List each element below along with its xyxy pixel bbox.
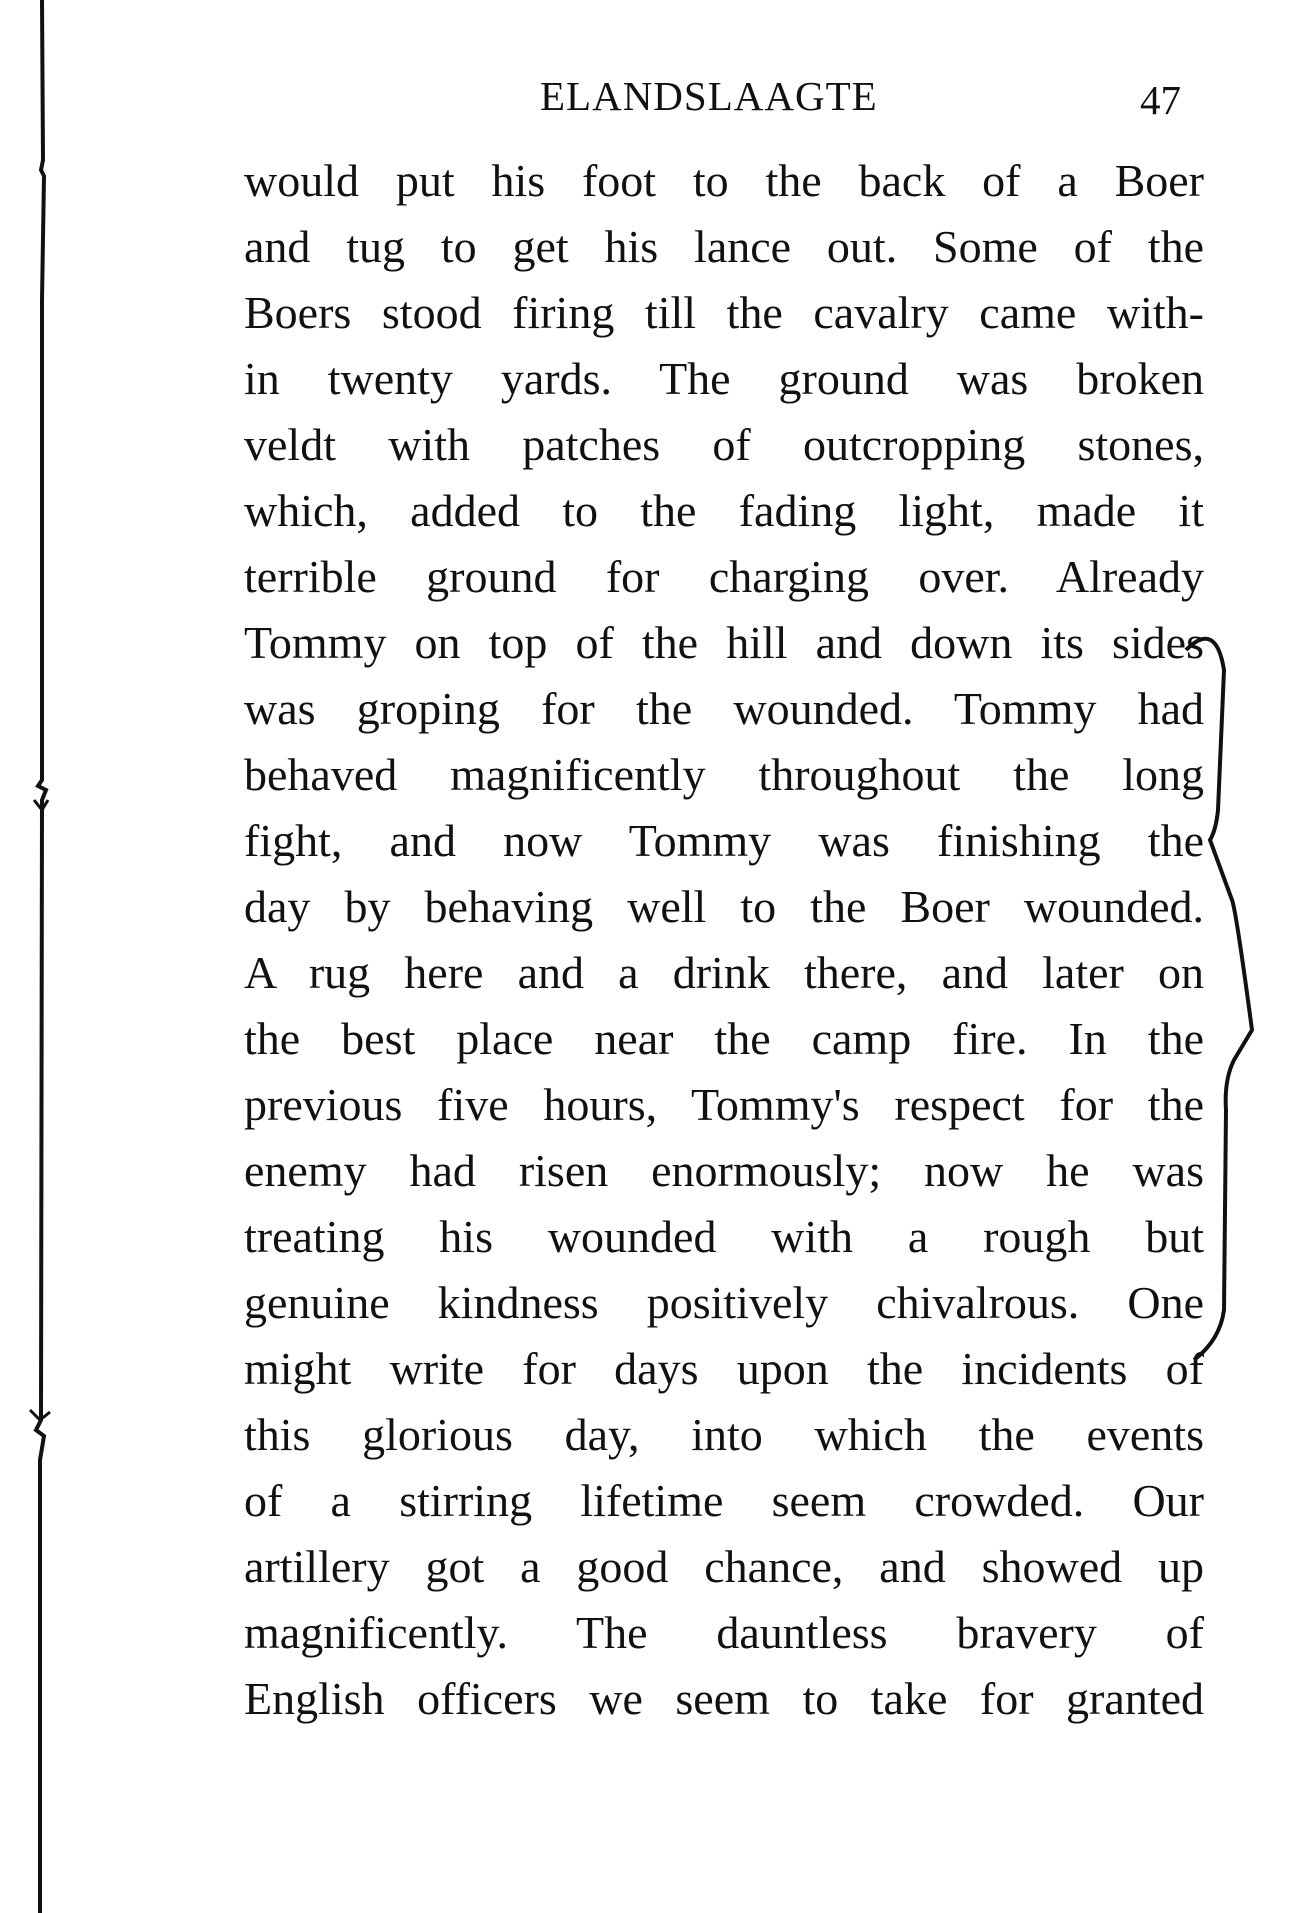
text-line: treating his wounded with a rough but: [244, 1211, 1204, 1262]
text-line: Tommy on top of the hill and down its sides: [244, 617, 1204, 668]
text-line: day by behaving well to the Boer wounded.: [244, 881, 1204, 932]
text-line: previous five hours, Tommy's respect for the: [244, 1079, 1204, 1130]
margin-bracket: [1180, 610, 1270, 1360]
text-line: veldt with patches of outcropping stones,: [244, 419, 1204, 470]
running-head: [0, 66, 1297, 126]
text-line: in twenty yards. The ground was broken: [244, 353, 1204, 404]
text-line: was groping for the wounded. Tommy had: [244, 683, 1204, 734]
text-line: fight, and now Tommy was finishing the: [244, 815, 1204, 866]
text-line: genuine kindness positively chivalrous. One: [244, 1277, 1204, 1328]
margin-annotation-line: [0, 0, 80, 1913]
text-line: of a stirring lifetime seem crowded. Our: [244, 1475, 1204, 1526]
text-line: enemy had risen enormously; now he was: [244, 1145, 1204, 1196]
text-line: would put his foot to the back of a Boer: [244, 155, 1204, 206]
text-line: behaved magnificently throughout the long: [244, 749, 1204, 800]
text-line: the best place near the camp fire. In the: [244, 1013, 1204, 1064]
page-number: 47: [1140, 77, 1181, 123]
text-line: which, added to the fading light, made it: [244, 485, 1204, 536]
text-line: magnificently. The dauntless bravery of: [244, 1607, 1204, 1658]
text-line: A rug here and a drink there, and later on: [244, 947, 1204, 998]
text-line: terrible ground for charging over. Already: [244, 551, 1204, 602]
text-line: English officers we seem to take for granted: [244, 1673, 1204, 1724]
text-line: Boers stood firing till the cavalry came with-: [244, 287, 1204, 338]
running-title: ELANDSLAAGTE: [540, 73, 878, 119]
text-line: might write for days upon the incidents of: [244, 1343, 1204, 1394]
text-line: and tug to get his lance out. Some of the: [244, 221, 1204, 272]
text-line: artillery got a good chance, and showed up: [244, 1541, 1204, 1592]
body-text: [244, 148, 1204, 1732]
text-line: this glorious day, into which the events: [244, 1409, 1204, 1460]
